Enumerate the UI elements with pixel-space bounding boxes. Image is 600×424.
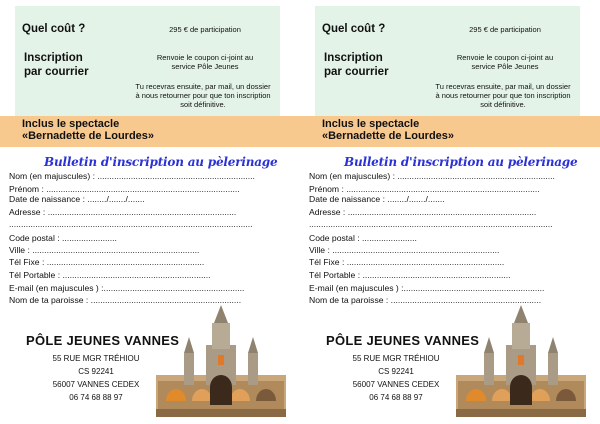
cost-value: 295 € de participation [469, 25, 541, 34]
show-text-2: «Bernadette de Lourdes» [22, 130, 155, 142]
field-adresse-cont[interactable]: ...................................................................................................... [9, 219, 253, 229]
org-phone: 06 74 68 88 97 [369, 393, 423, 402]
registration-label-1: Inscription [24, 52, 83, 64]
field-email[interactable]: E-mail (en majuscules ) :........................................................... [309, 283, 545, 293]
registration-followup-1: Tu recevras ensuite, par mail, un dossier [435, 82, 571, 91]
registration-label-1: Inscription [324, 52, 383, 64]
field-date-naissance[interactable]: Date de naissance : ......../......./....... [309, 194, 445, 204]
field-date-naissance[interactable]: Date de naissance : ......../......./....... [9, 194, 145, 204]
field-adresse-cont[interactable]: ...................................................................................................... [309, 219, 553, 229]
field-prenom[interactable]: Prénom : ................................................................................. [309, 184, 540, 194]
field-code-postal[interactable]: Code postal : ....................... [9, 233, 117, 243]
field-nom[interactable]: Nom (en majuscules) : .................................................................. [9, 171, 255, 181]
org-street: 55 RUE MGR TRÉHIOU [352, 354, 440, 363]
registration-label-2: par courrier [324, 66, 389, 78]
org-phone: 06 74 68 88 97 [69, 393, 123, 402]
registration-followup-2: à nous retourner pour que ton inscription [135, 91, 271, 100]
field-paroisse[interactable]: Nom de ta paroisse : ............................................................... [9, 295, 242, 305]
registration-followup-1: Tu recevras ensuite, par mail, un dossier [135, 82, 271, 91]
basilica-icon [456, 305, 586, 417]
basilica-icon [156, 305, 286, 417]
org-name: PÔLE JEUNES VANNES [326, 333, 480, 348]
org-city: 56007 VANNES CEDEX [352, 380, 440, 389]
show-text-1: Inclus le spectacle [22, 118, 120, 130]
org-cs: CS 92241 [78, 367, 114, 376]
field-tel-portable[interactable]: Tél Portable : .............................................................. [9, 270, 211, 280]
org-street: 55 RUE MGR TRÉHIOU [52, 354, 140, 363]
field-email[interactable]: E-mail (en majuscules ) :........................................................... [9, 283, 245, 293]
form-title: Bulletin d'inscription au pèlerinage [44, 155, 278, 169]
field-adresse[interactable]: Adresse : ............................................................................... [309, 207, 537, 217]
org-cs: CS 92241 [378, 367, 414, 376]
cost-value: 295 € de participation [169, 25, 241, 34]
field-ville[interactable]: Ville : ...................................................................... [309, 245, 500, 255]
field-prenom[interactable]: Prénom : ................................................................................. [9, 184, 240, 194]
registration-instruction-1: Renvoie le coupon ci-joint au [156, 53, 254, 62]
field-paroisse[interactable]: Nom de ta paroisse : ............................................................... [309, 295, 542, 305]
org-name: PÔLE JEUNES VANNES [26, 333, 180, 348]
registration-followup-3: soit définitive. [480, 100, 526, 109]
registration-instruction-2: service Pôle Jeunes [471, 62, 539, 71]
field-tel-fixe[interactable]: Tél Fixe : .................................................................. [9, 257, 205, 267]
registration-instruction-1: Renvoie le coupon ci-joint au [456, 53, 554, 62]
registration-followup-2: à nous retourner pour que ton inscription [435, 91, 571, 100]
field-adresse[interactable]: Adresse : ............................................................................... [9, 207, 237, 217]
field-code-postal[interactable]: Code postal : ....................... [309, 233, 417, 243]
cost-label: Quel coût ? [322, 23, 386, 35]
field-tel-portable[interactable]: Tél Portable : .............................................................. [309, 270, 511, 280]
show-text-1: Inclus le spectacle [322, 118, 420, 130]
org-city: 56007 VANNES CEDEX [52, 380, 140, 389]
cost-label: Quel coût ? [22, 23, 86, 35]
field-nom[interactable]: Nom (en majuscules) : .................................................................. [309, 171, 555, 181]
registration-label-2: par courrier [24, 66, 89, 78]
show-text-2: «Bernadette de Lourdes» [322, 130, 455, 142]
field-tel-fixe[interactable]: Tél Fixe : .................................................................. [309, 257, 505, 267]
form-title: Bulletin d'inscription au pèlerinage [344, 155, 578, 169]
registration-instruction-2: service Pôle Jeunes [171, 62, 239, 71]
registration-followup-3: soit définitive. [180, 100, 226, 109]
flyer-panel-right [300, 0, 600, 424]
field-ville[interactable]: Ville : ...................................................................... [9, 245, 200, 255]
